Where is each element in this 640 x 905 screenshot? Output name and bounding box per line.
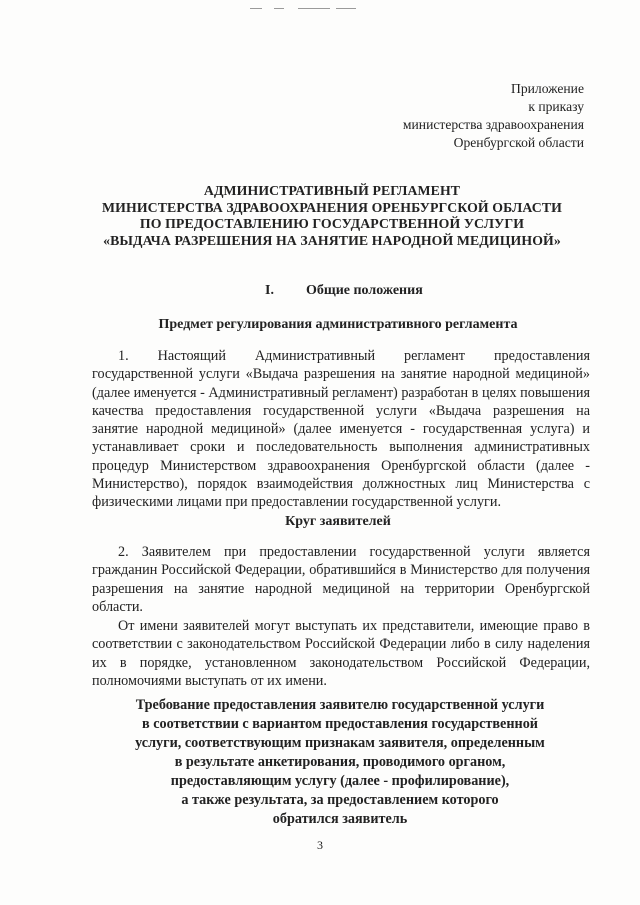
requirement-line: предоставляющим услугу (далее - профилирование), <box>170 773 510 789</box>
appendix-header <box>403 80 584 152</box>
requirement-line: Требование предоставления заявителю государственной услуги <box>135 697 545 713</box>
requirement-line: в результате анкетирования, проводимого органом, <box>174 754 506 770</box>
subsection-heading-applicants: Круг заявителей <box>285 514 391 529</box>
section-title: Общие положения <box>306 283 423 298</box>
paragraph-3 <box>92 617 590 690</box>
paragraph-1 <box>92 347 590 512</box>
appendix-line: Приложение <box>511 81 584 96</box>
paragraph-2-text: 2. Заявителем при предоставлении государственной услуги является гражданин Российской Федерации, обратившийся в Министерство для получения разрешения на занятие народной медициной на территории Оренбургской области. <box>92 544 590 615</box>
title-line: МИНИСТЕРСТВА ЗДРАВООХРАНЕНИЯ ОРЕНБУРГСКОЙ ОБЛАСТИ <box>102 199 562 215</box>
requirement-line: в соответствии с вариантом предоставления государственной <box>142 716 538 732</box>
paragraph-1-text: 1. Настоящий Административный регламент предоставления государственной услуги «Выдача разрешения на занятие народной медициной» (далее именуется - Административный регламент) разработан в целях повышения качества предоставления государственной услуги «Выдача разрешения на занятие народной медициной» (далее именуется - государственная услуга) и устанавливает сроки и последовательность выполнения административных процедур Министерством здравоохранения Оренбургской области (далее - Министерство), порядок взаимодействия должностных лиц Министерства с физическими лицами при предоставлении государственной услуги. <box>92 348 590 511</box>
title-line: АДМИНИСТРАТИВНЫЙ РЕГЛАМЕНТ <box>203 183 461 198</box>
paragraph-3-text: От имени заявителей могут выступать их представители, имеющие право в соответствии с законодательством Российской Федерации либо в силу наделения их в порядке, установленном законодательством Российской Федерации, полномочиями выступать от их имени. <box>92 618 590 689</box>
appendix-line: Оренбургской области <box>453 135 584 150</box>
requirement-line: а также результата, за предоставлением которого <box>181 792 499 808</box>
requirement-line: обратился заявитель <box>272 811 408 827</box>
title-line: «ВЫДАЧА РАЗРЕШЕНИЯ НА ЗАНЯТИЕ НАРОДНОЙ МЕДИЦИНОЙ» <box>103 232 561 248</box>
appendix-line: к приказу <box>528 99 584 114</box>
paragraph-2 <box>92 543 590 616</box>
subsection-heading-subject: Предмет регулирования административного регламента <box>158 317 518 332</box>
document-title <box>74 183 590 249</box>
page-number: 3 <box>317 838 323 852</box>
requirement-heading <box>120 696 560 829</box>
scan-artifact <box>250 8 370 11</box>
requirement-line: услуги, соответствующим признакам заявителя, определенным <box>135 735 545 751</box>
appendix-line: министерства здравоохранения <box>402 117 584 132</box>
title-line: ПО ПРЕДОСТАВЛЕНИЮ ГОСУДАРСТВЕННОЙ УСЛУГИ <box>139 216 525 231</box>
section-number: I. <box>265 283 274 298</box>
